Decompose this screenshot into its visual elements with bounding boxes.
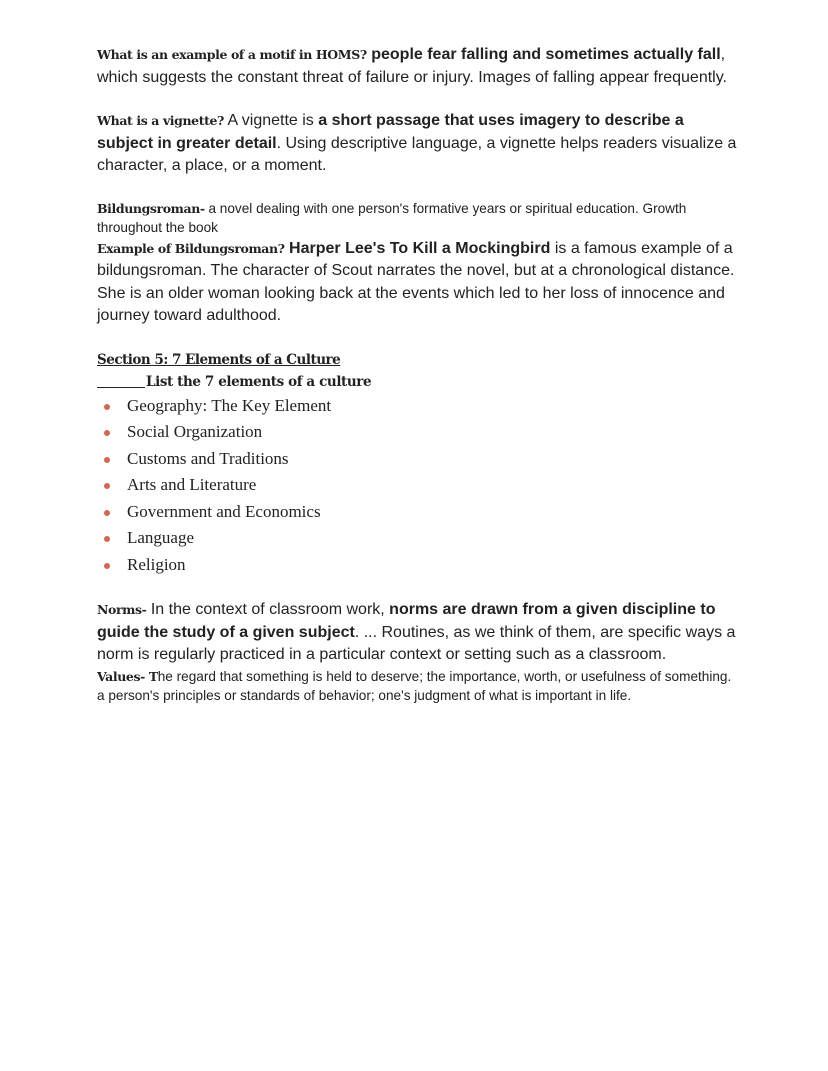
spacer — [97, 328, 737, 349]
list-item-text: Government and Economics — [127, 501, 321, 521]
norms-label: Norms- — [97, 602, 147, 617]
bullet-icon — [104, 563, 110, 569]
motif-paragraph — [97, 44, 737, 89]
bildungsroman-label: Bildungsroman- — [97, 200, 205, 216]
list-item-text: Geography: The Key Element — [127, 395, 332, 415]
list-item — [97, 472, 737, 499]
bildungsroman-example — [97, 238, 737, 328]
bildungsroman-example-rest: is a famous example of a bildungsroman. The character of Scout narrates the novel, but at a chronological distance. She is an older woman looking back at the events which led to her loss of innocence and journey toward adulthood. — [97, 239, 735, 324]
culture-elements-list — [97, 393, 737, 579]
list-instruction — [97, 371, 737, 393]
list-item — [97, 552, 737, 579]
list-instruction-text: List the 7 elements of a culture — [146, 373, 372, 390]
values-paragraph — [97, 667, 737, 706]
vignette-question-label: What is a vignette? — [97, 113, 224, 128]
list-item-text: Language — [127, 528, 195, 547]
norms-paragraph — [97, 599, 737, 667]
vignette-paragraph — [97, 110, 737, 178]
section-title: Section 5: 7 Elements of a Culture — [97, 351, 341, 368]
norms-text-post: . ... Routines, as we think of them, are specific ways a norm is regularly practiced in a particular context or setting such as a classroom. — [97, 623, 736, 663]
document-page — [97, 44, 737, 706]
vignette-text-pre: A vignette is — [223, 112, 319, 129]
list-item-text: Religion — [127, 554, 186, 574]
norms-text-bold: norms are drawn from a given discipline to guide the study of a given subject — [97, 601, 716, 641]
values-label: Values- T — [97, 668, 158, 684]
vignette-text-post: . Using descriptive language, a vignette helps readers visualize a character, a place, or a moment. — [97, 134, 737, 174]
motif-answer-bold: people fear falling and sometimes actually fall — [371, 46, 721, 63]
bullet-icon — [104, 536, 110, 542]
bildungsroman-definition-text: a novel dealing with one person's formative years or spiritual education. Growth throughout the book — [97, 200, 687, 235]
bildungsroman-example-bold: Harper Lee's To Kill a Mockingbird — [284, 239, 551, 257]
bullet-icon — [104, 483, 110, 489]
bildungsroman-example-label: Example of Bildungsroman? — [97, 240, 285, 256]
answer-blank — [97, 387, 145, 388]
motif-answer-rest: , which suggests the constant threat of failure or injury. Images of falling appear frequently. — [97, 46, 727, 86]
list-item — [97, 525, 737, 552]
motif-question-label: What is an example of a motif in HOMS? — [97, 47, 367, 62]
list-item — [97, 499, 737, 526]
spacer — [97, 578, 737, 599]
bildungsroman-definition — [97, 199, 737, 238]
norms-text-pre: In the context of classroom work, — [146, 601, 390, 618]
list-item-text: Arts and Literature — [127, 475, 257, 494]
list-item — [97, 419, 737, 446]
bullet-icon — [104, 510, 110, 516]
bullet-icon — [104, 457, 110, 463]
vignette-text-bold: a short passage that uses imagery to describe a subject in greater detail — [97, 112, 684, 152]
spacer — [97, 89, 737, 110]
bullet-icon — [104, 430, 110, 436]
spacer — [97, 178, 737, 199]
list-item — [97, 393, 737, 420]
list-item-text: Social Organization — [127, 422, 263, 441]
list-item-text: Customs and Traditions — [127, 448, 289, 468]
list-item — [97, 446, 737, 473]
values-text: he regard that something is held to deserve; the importance, worth, or usefulness of something. a person's principles or standards of behavior; one's judgment of what is important in life. — [97, 668, 732, 703]
bullet-icon — [104, 404, 110, 410]
